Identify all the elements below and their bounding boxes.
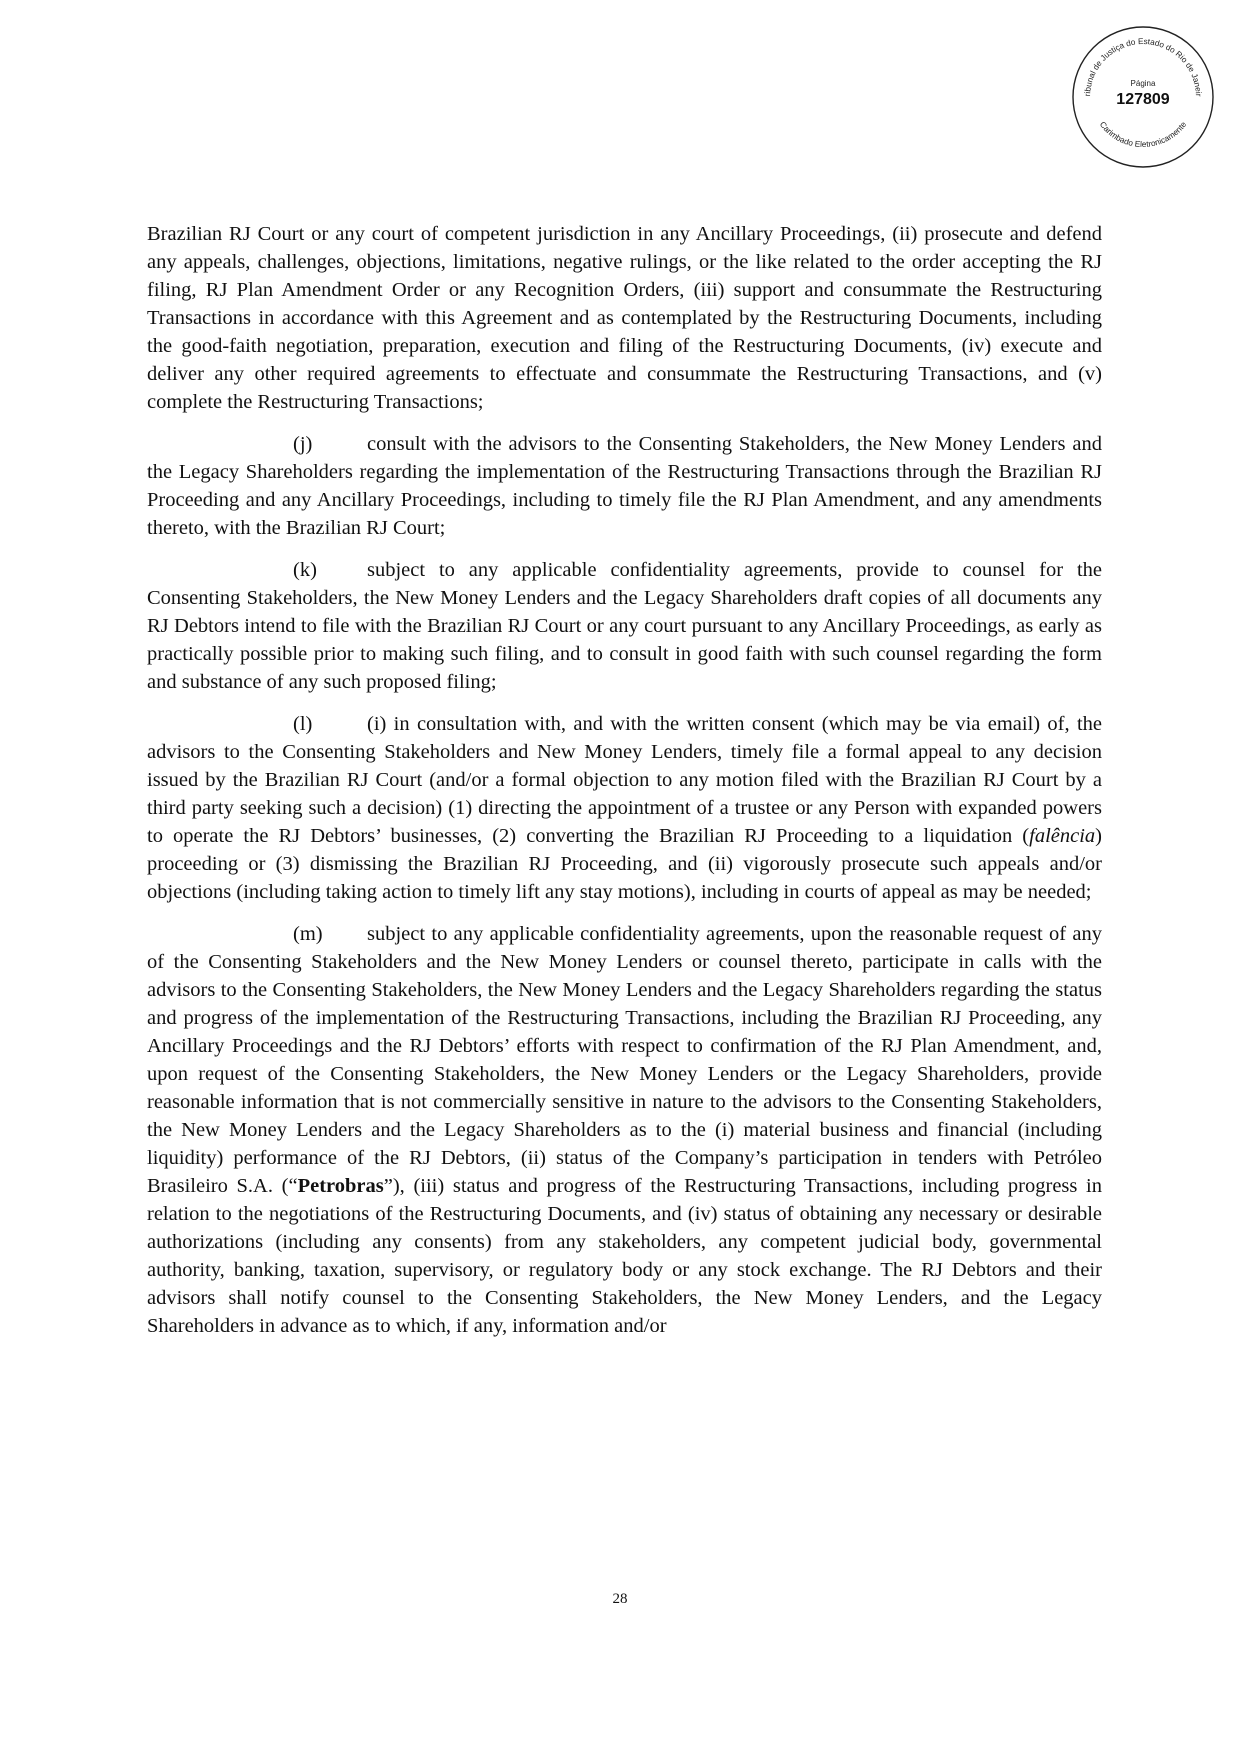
paragraph-text: consult with the advisors to the Consenting Stakeholders, the New Money Lenders and the Legacy Shareholders regarding the implementation of the Restructuring Transactions through the Brazilian RJ Proceeding and any Ancillary Proceedings, including to timely file the RJ Plan Amendment, and any amendments thereto, with the Brazilian RJ Court; — [147, 433, 1102, 539]
page-number: 28 — [612, 1591, 628, 1607]
stamp-label: Página — [1130, 79, 1156, 88]
paragraph-label: (j) — [293, 433, 313, 455]
paragraph-text: ”), (iii) status and progress of the Restructuring Transactions, including progress in relation to the negotiations of the Restructuring Documents, and (iv) status of obtaining any necessary or desirable authorizations (including any consents) from any stakeholders, any competent judicial body, governmental authority, banking, taxation, supervisory, or regulatory body or any stock exchange. The RJ Debtors and their advisors shall notify counsel to the Consenting Stakeholders, the New Money Lenders, and the Legacy Shareholders in advance as to which, if any, information and/or — [147, 1175, 1102, 1337]
paragraph-text: subject to any applicable confidentiality agreements, provide to counsel for the Consenting Stakeholders, the New Money Lenders and the Legacy Shareholders draft copies of all documents any RJ Debtors intend to file with the Brazilian RJ Court or any court pursuant to any Ancillary Proceedings, as early as practically possible prior to making such filing, and to consult in good faith with such counsel regarding the form and substance of any such proposed filing; — [147, 559, 1102, 693]
svg-text:Carimbado Eletronicamente — [1098, 120, 1189, 149]
paragraph-label: (k) — [293, 559, 317, 581]
paragraph-text: ) proceeding or (3) dismissing the Brazilian RJ Proceeding, and (ii) vigorously prosecute such appeals and/or objections (including taking action to timely lift any stay motions), including in courts of appeal as may be needed; — [147, 825, 1102, 903]
paragraph-k — [147, 556, 1102, 696]
paragraph-italic-term: falência — [1029, 825, 1096, 847]
stamp-bottom-text: Carimbado Eletronicamente — [1097, 119, 1189, 150]
document-body — [147, 220, 1102, 1354]
paragraph-text: (i) in consultation with, and with the written consent (which may be via email) of, the advisors to the Consenting Stakeholders and New Money Lenders, timely file a formal appeal to any decision issued by the Brazilian RJ Court (and/or a formal objection to any motion filed with the Brazilian RJ Court by a third party seeking such a decision) (1) directing the appointment of a trustee or any Person with expanded powers to operate the RJ Debtors’ businesses, (2) converting the Brazilian RJ Proceeding to a liquidation ( — [147, 713, 1102, 847]
court-stamp — [1068, 22, 1218, 172]
paragraph-label: (l) — [293, 713, 313, 735]
stamp-number: 127809 — [1116, 91, 1170, 108]
paragraph-m — [147, 920, 1102, 1340]
stamp-seal-icon — [1068, 22, 1218, 172]
paragraph-l — [147, 710, 1102, 906]
paragraph-defined-term: Petrobras — [297, 1175, 384, 1197]
paragraph-text: subject to any applicable confidentiality agreements, upon the reasonable request of any of the Consenting Stakeholders and the New Money Lenders or counsel thereto, participate in calls with the advisors to the Consenting Stakeholders, the New Money Lenders and the Legacy Shareholders regarding the status and progress of the implementation of the Restructuring Transactions, including the Brazilian RJ Proceeding, any Ancillary Proceedings and the RJ Debtors’ efforts with respect to confirmation of the RJ Plan Amendment, and, upon request of the Consenting Stakeholders, the New Money Lenders or the Legacy Shareholders, provide reasonable information that is not commercially sensitive in nature to the advisors to the Consenting Stakeholders, the New Money Lenders and the Legacy Shareholders as to the (i) material business and financial (including liquidity) performance of the RJ Debtors, (ii) status of the Company’s participation in tenders with Petróleo Brasileiro S.A. (“ — [147, 923, 1102, 1197]
paragraph-label: (m) — [293, 923, 323, 945]
paragraph-text: Brazilian RJ Court or any court of competent jurisdiction in any Ancillary Proceedings, (ii) prosecute and defend any appeals, challenges, objections, limitations, negative rulings, or the like related to the order accepting the RJ filing, RJ Plan Amendment Order or any Recognition Orders, (iii) support and consummate the Restructuring Transactions in accordance with this Agreement and as contemplated by the Restructuring Documents, including the good-faith negotiation, preparation, execution and filing of the Restructuring Documents, (iv) execute and deliver any other required agreements to effectuate and consummate the Restructuring Transactions, and (v) complete the Restructuring Transactions; — [147, 223, 1102, 413]
stamp-top-text: ribunal de Justiça do Estado do Rio de Janeir — [1082, 36, 1204, 97]
paragraph-j — [147, 430, 1102, 542]
paragraph-continuation — [147, 220, 1102, 416]
